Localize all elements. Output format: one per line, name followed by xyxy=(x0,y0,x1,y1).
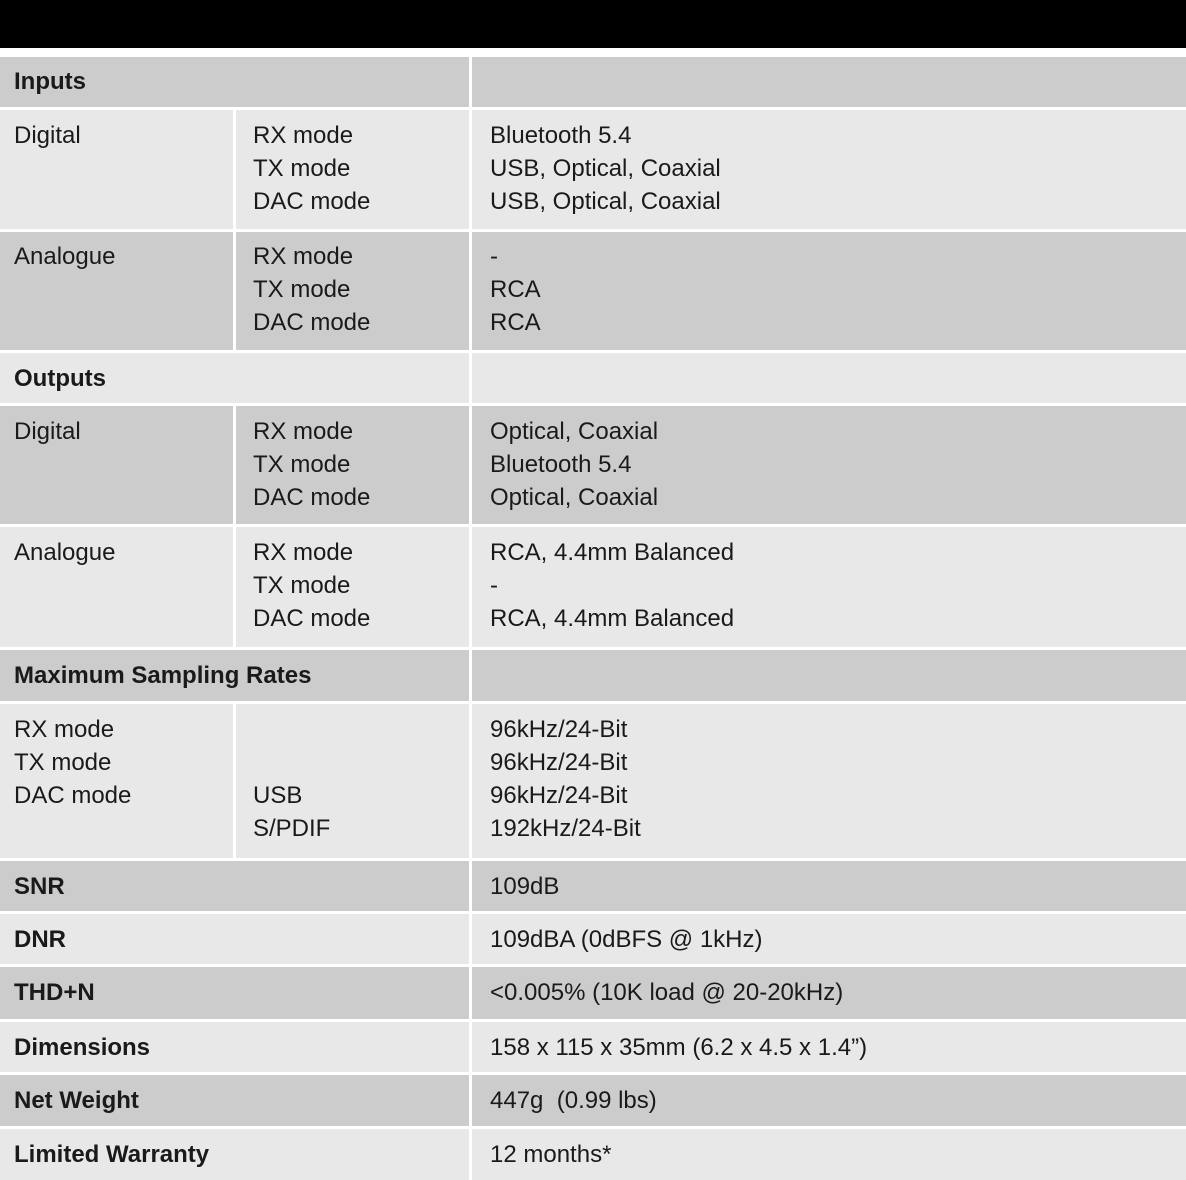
value-text: RCA xyxy=(490,309,541,336)
value-text: 192kHz/24-Bit xyxy=(490,815,641,842)
mode-label: DAC mode xyxy=(253,188,371,215)
inputs-heading-row xyxy=(0,57,1186,107)
value-text: - xyxy=(490,243,498,270)
spec-label: SNR xyxy=(14,873,65,900)
sampling-values xyxy=(469,704,1186,858)
outputs-analogue-label: Analogue xyxy=(14,539,116,566)
spec-row-net-weight xyxy=(0,1075,1186,1126)
outputs-heading-value xyxy=(469,353,1186,403)
inputs-digital-modes xyxy=(233,110,469,229)
spec-row-dimensions xyxy=(0,1022,1186,1072)
outputs-heading: Outputs xyxy=(14,365,106,392)
spec-row-thdn xyxy=(0,967,1186,1019)
outputs-analogue-row xyxy=(0,527,1186,647)
spec-value: 447g (0.99 lbs) xyxy=(469,1075,1186,1126)
inputs-digital-values xyxy=(469,110,1186,229)
inputs-analogue-row xyxy=(0,232,1186,350)
value-text: Optical, Coaxial xyxy=(490,418,659,445)
inputs-analogue-modes xyxy=(233,232,469,350)
spec-value: 109dB xyxy=(469,861,1186,911)
value-text: Bluetooth 5.4 xyxy=(490,451,632,478)
inputs-analogue-values xyxy=(469,232,1186,350)
sub-label: S/PDIF xyxy=(253,815,331,842)
mode-label: RX mode xyxy=(14,716,115,743)
mode-label: TX mode xyxy=(14,749,112,776)
spec-label: THD+N xyxy=(14,979,95,1006)
outputs-digital-modes xyxy=(233,406,469,524)
spec-value: 109dBA (0dBFS @ 1kHz) xyxy=(469,914,1186,964)
mode-label: TX mode xyxy=(253,572,351,599)
spec-row-snr xyxy=(0,861,1186,911)
value-text: USB, Optical, Coaxial xyxy=(490,188,721,215)
mode-label: TX mode xyxy=(253,155,351,182)
outputs-analogue-values xyxy=(469,527,1186,647)
sampling-modes xyxy=(0,704,233,858)
spec-row-warranty xyxy=(0,1129,1186,1180)
inputs-digital-label: Digital xyxy=(14,122,81,149)
spec-value: <0.005% (10K load @ 20-20kHz) xyxy=(469,967,1186,1019)
outputs-analogue-modes xyxy=(233,527,469,647)
sampling-heading: Maximum Sampling Rates xyxy=(14,662,312,689)
sampling-rates-row xyxy=(0,704,1186,858)
value-text: USB, Optical, Coaxial xyxy=(490,155,721,182)
value-text: - xyxy=(490,572,498,599)
outputs-digital-row xyxy=(0,406,1186,524)
inputs-analogue-label: Analogue xyxy=(14,243,116,270)
inputs-digital-row xyxy=(0,110,1186,229)
mode-label: DAC mode xyxy=(253,484,371,511)
spec-value: 12 months* xyxy=(469,1129,1186,1180)
mode-label: DAC mode xyxy=(14,782,132,809)
mode-label: RX mode xyxy=(253,243,354,270)
value-text: 96kHz/24-Bit xyxy=(490,716,628,743)
sampling-sub-labels xyxy=(233,704,469,858)
value-text: RCA, 4.4mm Balanced xyxy=(490,539,735,566)
mode-label: RX mode xyxy=(253,418,354,445)
inputs-heading-value xyxy=(469,57,1186,107)
sub-label: USB xyxy=(253,782,303,809)
mode-label: RX mode xyxy=(253,539,354,566)
value-text: RCA, 4.4mm Balanced xyxy=(490,605,735,632)
mode-label: RX mode xyxy=(253,122,354,149)
value-text: Bluetooth 5.4 xyxy=(490,122,632,149)
mode-label: TX mode xyxy=(253,276,351,303)
spec-value: 158 x 115 x 35mm (6.2 x 4.5 x 1.4”) xyxy=(469,1022,1186,1072)
spec-label: Limited Warranty xyxy=(14,1141,210,1168)
value-text: Optical, Coaxial xyxy=(490,484,659,511)
sampling-heading-row xyxy=(0,650,1186,701)
value-text: 96kHz/24-Bit xyxy=(490,782,628,809)
value-text: 96kHz/24-Bit xyxy=(490,749,628,776)
value-text: RCA xyxy=(490,276,541,303)
mode-label: TX mode xyxy=(253,451,351,478)
mode-label: DAC mode xyxy=(253,309,371,336)
mode-label: DAC mode xyxy=(253,605,371,632)
spec-label: DNR xyxy=(14,926,66,953)
outputs-heading-row xyxy=(0,353,1186,403)
outputs-digital-label: Digital xyxy=(14,418,81,445)
inputs-heading: Inputs xyxy=(14,68,86,95)
sampling-heading-value xyxy=(469,650,1186,701)
header-bar xyxy=(0,0,1186,48)
spec-label: Dimensions xyxy=(14,1034,151,1061)
spec-row-dnr xyxy=(0,914,1186,964)
spec-label: Net Weight xyxy=(14,1087,139,1114)
outputs-digital-values xyxy=(469,406,1186,524)
